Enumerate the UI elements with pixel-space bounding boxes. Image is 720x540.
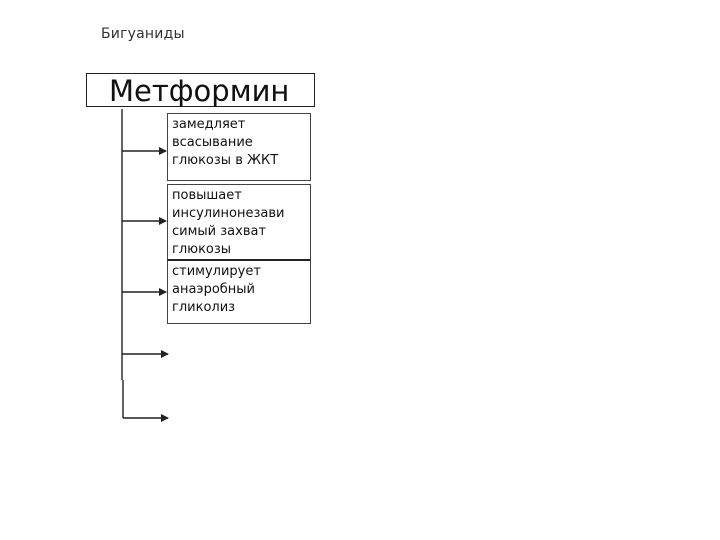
effect-box-1: замедляет всасывание глюкозы в ЖКТ — [167, 113, 311, 181]
slide-heading: Бигуаниды — [101, 26, 185, 42]
drug-name-label: Метформин — [109, 74, 290, 108]
effect-box-2: повышает инсулинонезави симый захват глюкозы — [167, 184, 311, 261]
effect-box-3: стимулирует анаэробный гликолиз — [167, 261, 311, 324]
